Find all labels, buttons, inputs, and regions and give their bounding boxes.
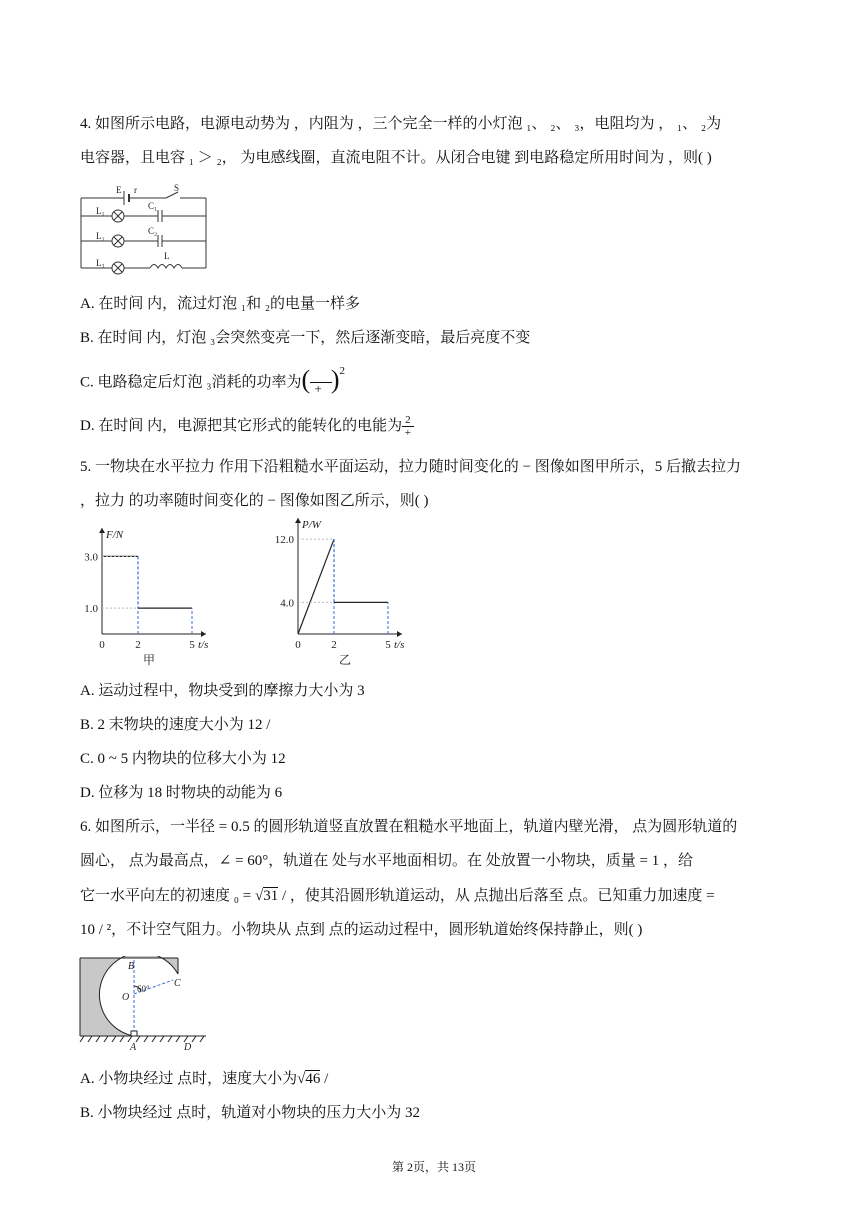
chart-f-ytick-3.0: 3.0 bbox=[84, 551, 98, 564]
chart-p-x-arrow bbox=[397, 631, 402, 637]
chart-p-ytick-12.0: 12.0 bbox=[274, 534, 294, 547]
q6-stem-line3 bbox=[80, 886, 715, 906]
chart-p-xtick-2: 2 bbox=[331, 639, 337, 651]
label-angle: 60° bbox=[137, 984, 150, 994]
q5-stem-line2: ，拉力 的功率随时间变化的 − 图像如图乙所示，则( ) bbox=[80, 493, 429, 509]
chart-p-xtick-0: 0 bbox=[295, 639, 301, 651]
q6-sqrt-46: √46 bbox=[297, 1071, 321, 1087]
q4-formula-c-exp: 2 bbox=[339, 365, 345, 378]
q4-stem-line1: 4. 如图所示电路，电源电动势为 ，内阻为 ，三个完全一样的小灯泡 ₁、 ₂、 ₃，电阻均为 ， ₁、 ₂为 bbox=[80, 116, 722, 132]
chart-f-ylabel: F/N bbox=[106, 529, 124, 541]
chart-f-ytick-1.0: 1.0 bbox=[84, 603, 98, 616]
q6-sqrt-46-radicand: 46 bbox=[305, 1071, 321, 1087]
label-A: A bbox=[130, 1042, 137, 1053]
label-r: r bbox=[134, 185, 137, 195]
q6-stem-line2: 圆心， 点为最高点，∠ = 60°，轨道在 处与水平地面相切。在 处放置一小物块，质量 = 1 ，给 bbox=[80, 853, 693, 869]
chart-p-caption: 乙 bbox=[338, 653, 352, 667]
q6-option-a-unit: / bbox=[320, 1071, 329, 1087]
q6-sqrt-31: √31 bbox=[254, 888, 279, 904]
chart-p-ytick-4.0: 4.0 bbox=[280, 597, 294, 610]
chart-f-xtick-2: 2 bbox=[135, 639, 141, 651]
chart-f-xtick-5: 5 bbox=[189, 639, 195, 651]
q4-option-d bbox=[80, 414, 414, 439]
label-C1: C₁ bbox=[148, 201, 158, 211]
q6-option-a bbox=[80, 1069, 328, 1089]
q4-formula-d-num: 2 bbox=[402, 414, 414, 427]
label-O: O bbox=[122, 992, 130, 1003]
q6-stem-line3b: / ，使其沿圆形轨道运动，从 点抛出后落至 点。已知重力加速度 = bbox=[278, 888, 715, 904]
label-S: S bbox=[174, 183, 180, 193]
chart-p-ylabel: P/W bbox=[302, 519, 321, 531]
q4-formula-c-plus: + bbox=[314, 381, 322, 396]
label-L3: L₃ bbox=[96, 258, 105, 268]
chart-p-xlabel: t/s bbox=[394, 639, 405, 651]
chart-f-x-arrow bbox=[201, 631, 206, 637]
q6-option-b: B. 小物块经过 点时，轨道对小物块的压力大小为 32 bbox=[80, 1105, 421, 1121]
chart-p-segment-0 bbox=[298, 539, 334, 634]
q4-circuit-diagram bbox=[78, 183, 210, 275]
q4-option-c bbox=[80, 365, 345, 397]
q6-stem-line3a: 它一水平向左的初速度 ₀ = bbox=[80, 888, 255, 904]
q6-stem-line4: 10 / ²，不计空气阻力。小物块从 点到 点的运动过程中，圆形轨道始终保持静止，则( ) bbox=[80, 922, 643, 938]
label-C: C bbox=[174, 978, 181, 989]
q6-sqrt-31-radicand: 31 bbox=[263, 888, 279, 904]
label-L1: L₁ bbox=[96, 206, 105, 216]
q4-option-a: A. 在时间 内，流过灯泡 ₁和 ₂的电量一样多 bbox=[80, 296, 361, 312]
q4-option-c-text: C. 电路稳定后灯泡 ₃消耗的功率为 bbox=[80, 374, 302, 391]
q5-chart-power-time bbox=[268, 518, 413, 668]
q6-stem-line1: 6. 如图所示，一半径 = 0.5 的圆形轨道竖直放置在粗糙水平地面上，轨道内壁光滑， 点为圆形轨道的 bbox=[80, 819, 738, 835]
label-C2: C₂ bbox=[148, 226, 158, 236]
label-E: E bbox=[116, 185, 122, 195]
chart-f-xlabel: t/s bbox=[198, 639, 209, 651]
chart-p-y-arrow bbox=[295, 518, 301, 523]
chart-f-caption: 甲 bbox=[142, 653, 156, 667]
q5-option-b: B. 2 末物块的速度大小为 12 / bbox=[80, 717, 271, 733]
label-L: L bbox=[164, 251, 170, 261]
q5-option-a: A. 运动过程中，物块受到的摩擦力大小为 3 bbox=[80, 683, 365, 699]
q5-option-c: C. 0 ~ 5 内物块的位移大小为 12 bbox=[80, 751, 286, 767]
chart-f-y-arrow bbox=[99, 528, 105, 533]
q4-option-d-text: D. 在时间 内，电源把其它形式的能转化的电能为 bbox=[80, 417, 403, 434]
q4-option-b: B. 在时间 内，灯泡 ₃会突然变亮一下，然后逐渐变暗，最后亮度不变 bbox=[80, 330, 531, 346]
q5-option-d: D. 位移为 18 时物块的动能为 6 bbox=[80, 785, 283, 801]
label-L2: L₂ bbox=[96, 231, 105, 241]
q5-stem-line1: 5. 一物块在水平拉力 作用下沿粗糙水平面运动，拉力随时间变化的 − 图像如图甲所示，5 后撤去拉力 bbox=[80, 459, 741, 475]
q4-formula-d bbox=[402, 414, 414, 439]
q4-stem-line2: 电容器，且电容 ₁ ＞ ₂， 为电感线圈，直流电阻不计。从闭合电键 到电路稳定所用时间为 ，则( ) bbox=[80, 150, 712, 166]
q6-option-a-text: A. 小物块经过 点时，速度大小为 bbox=[80, 1071, 298, 1087]
page-footer: 第 2页，共 13页 bbox=[391, 1160, 476, 1174]
q4-formula-c: ( + ) bbox=[301, 365, 340, 396]
chart-p-xtick-5: 5 bbox=[385, 639, 391, 651]
q5-chart-force-time bbox=[78, 518, 218, 668]
chart-f-xtick-0: 0 bbox=[99, 639, 105, 651]
q6-track-diagram bbox=[78, 956, 210, 1054]
label-D: D bbox=[184, 1042, 192, 1053]
label-B: B bbox=[128, 961, 135, 972]
q4-formula-d-den: + bbox=[404, 427, 411, 439]
